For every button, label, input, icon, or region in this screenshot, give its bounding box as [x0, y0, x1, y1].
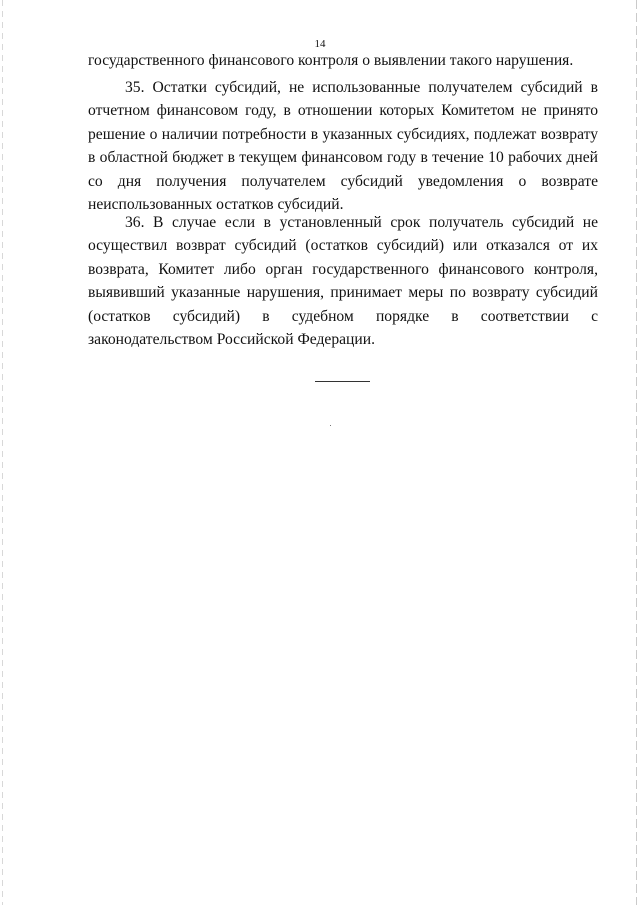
paragraph-continuation: государственного финансового контроля о выявлении такого нарушения. [88, 52, 574, 69]
end-of-text-rule [315, 381, 370, 382]
scan-speck [330, 425, 331, 426]
page-number: 14 [314, 38, 326, 50]
paragraph-35: 35. Остатки субсидий, не использованные получателем субсидий в отчетном финансовом году, в отношении которых Комитетом не принято решение о наличии потребности в указанных субсидиях, подлежат возврату в областной бюджет в текущем финансовом году в течение 10 рабочих дней со дня получения получателем субсидий уведомления о возврате неиспользованных остатков субсидий. [88, 79, 598, 214]
scan-edge-left [2, 0, 3, 905]
scan-edge-right [636, 0, 637, 905]
paragraph-36: 36. В случае если в установленный срок получатель субсидий не осуществил возврат субсидий (остатков субсидий) или отказался от их возврата, Комитет либо орган государственного финансового контроля, выявивший указанные нарушения, принимает меры по возврату субсидий (остатков субсидий) в судебном порядке в соответствии с законодательством Российской Федерации. [88, 214, 598, 349]
